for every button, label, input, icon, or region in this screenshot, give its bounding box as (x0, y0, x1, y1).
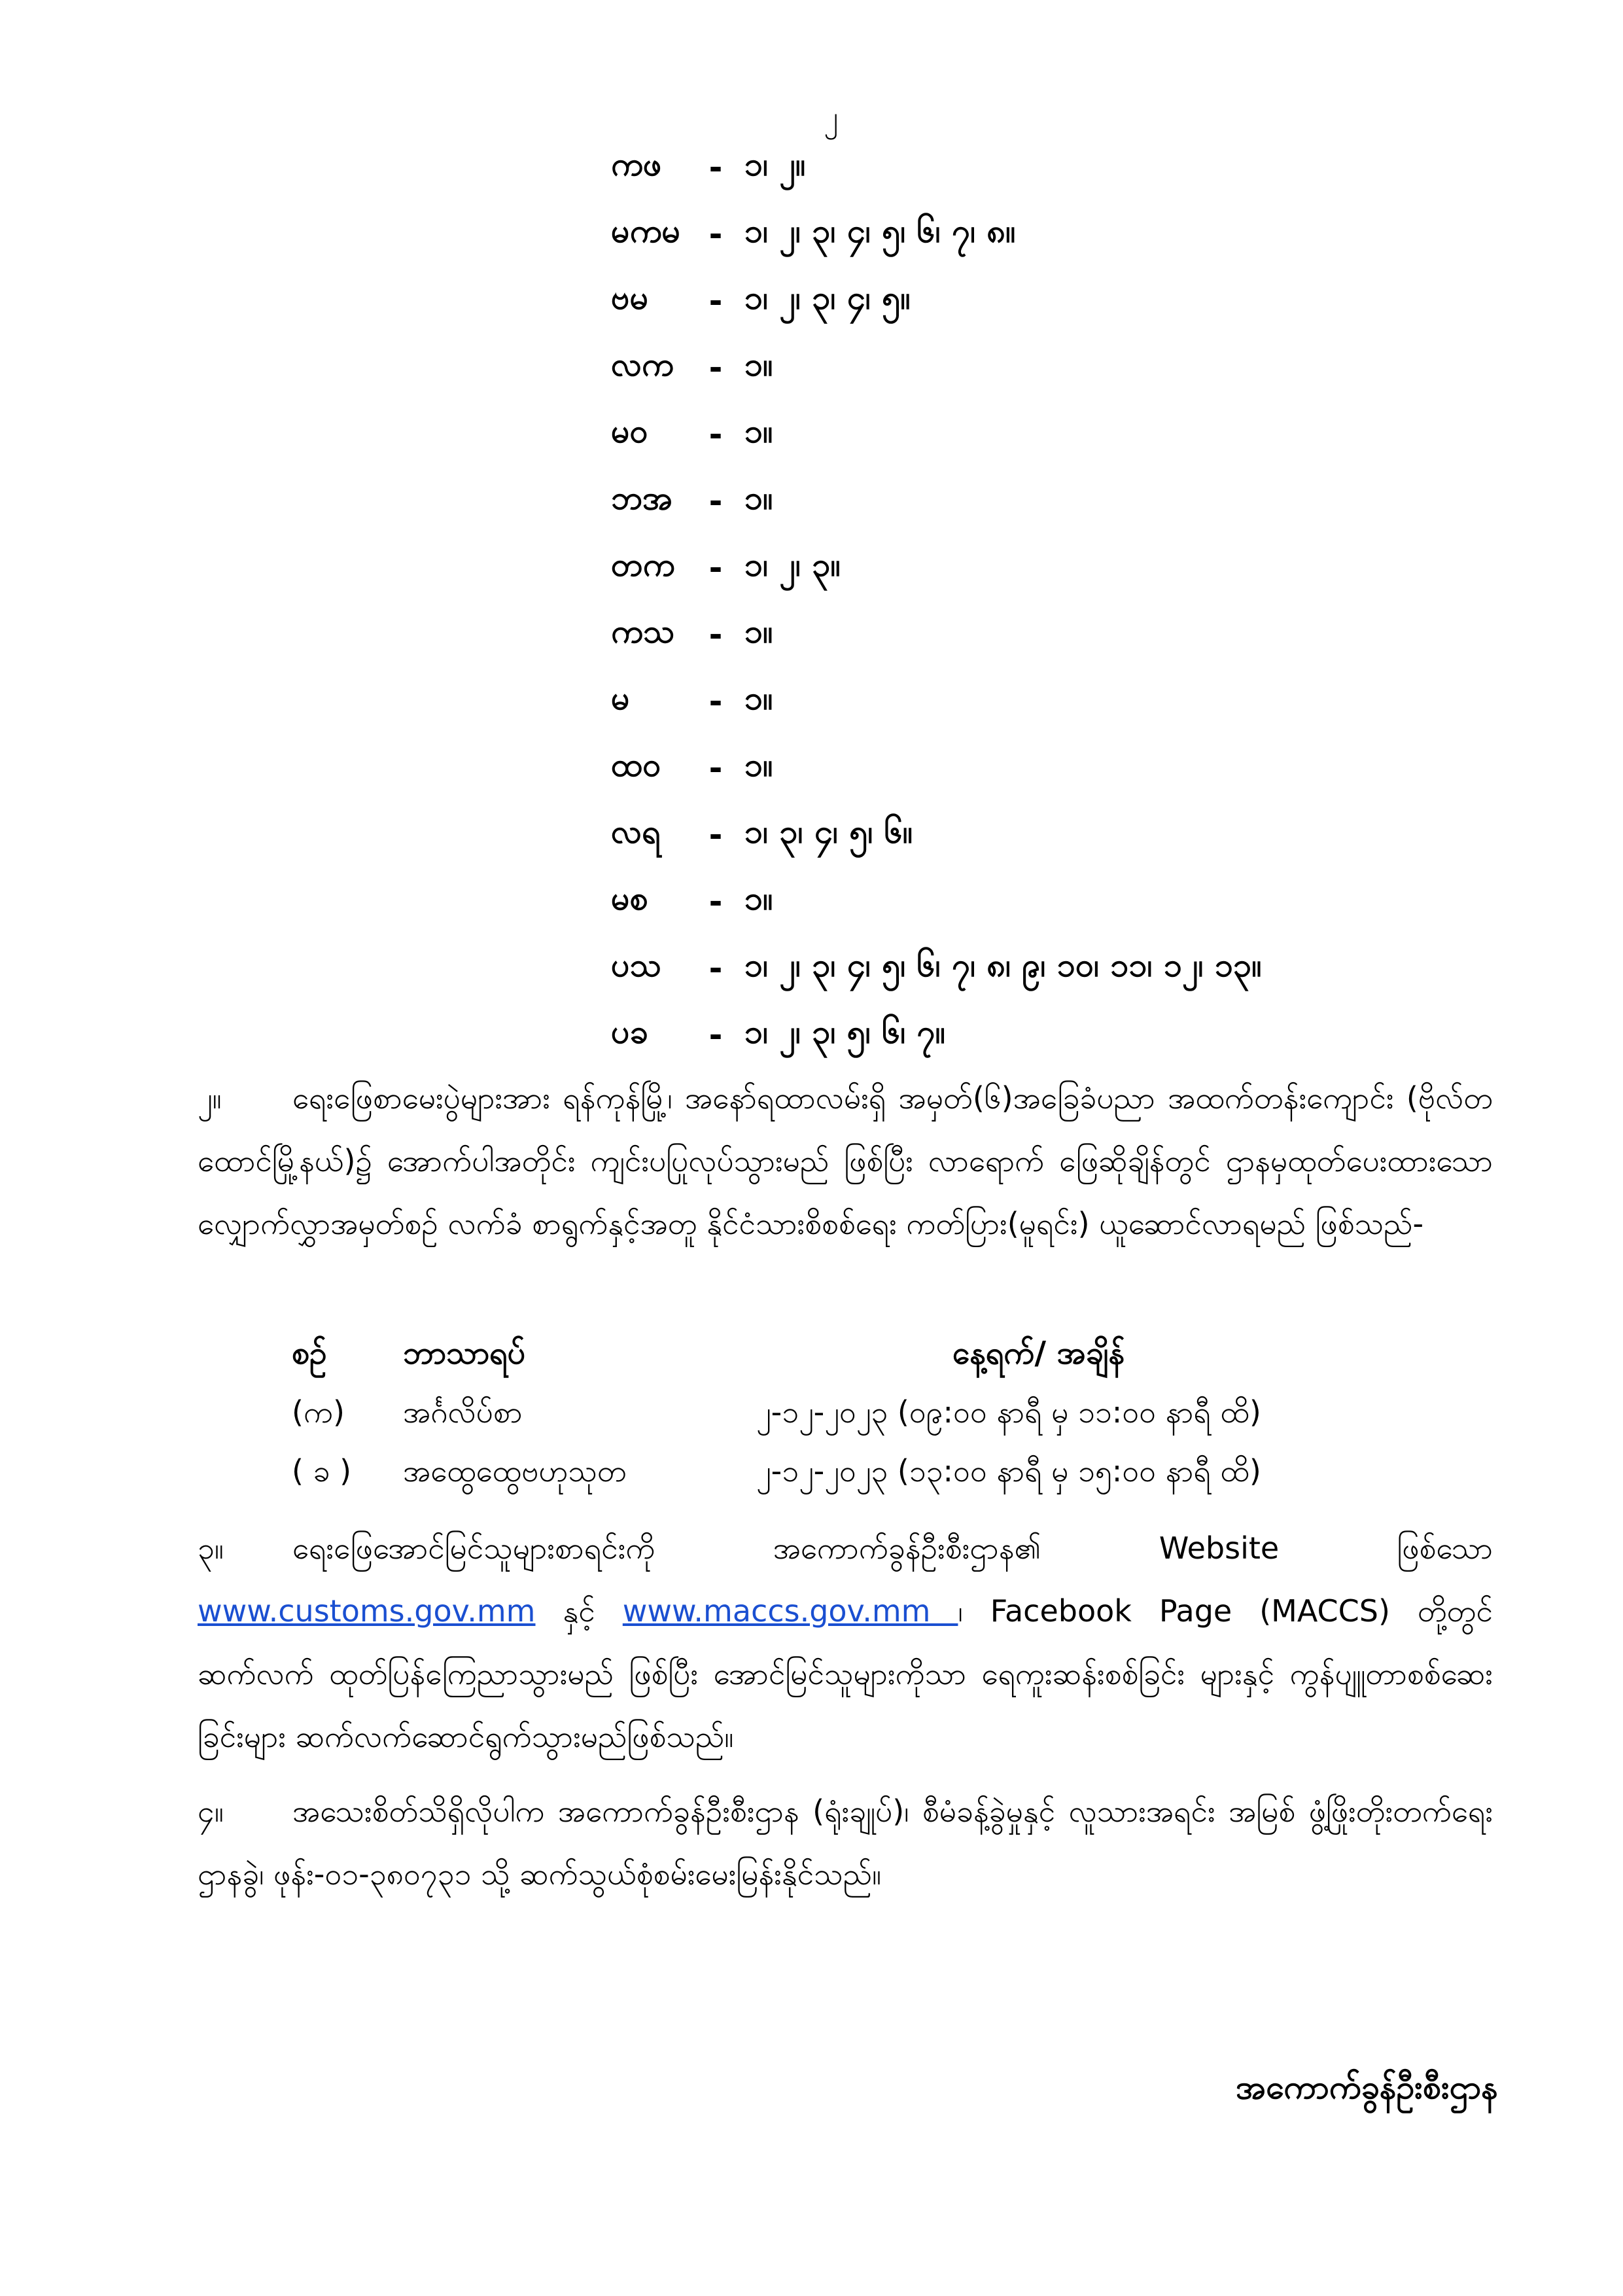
code-label: လက (611, 345, 674, 383)
code-label: မဝ (611, 412, 648, 450)
code-row (611, 201, 1396, 268)
signature-department: အကောက်ခွန်ဦးစီးဌာန (1236, 2068, 1498, 2106)
code-label: မစ (611, 879, 648, 917)
code-row (611, 868, 1396, 935)
code-dash: - (708, 816, 723, 854)
table-row (292, 1386, 1469, 1445)
exam-schedule-table (292, 1327, 1469, 1504)
code-dash: - (708, 883, 723, 921)
code-row (611, 334, 1396, 401)
code-row (611, 535, 1396, 601)
code-values: ၁။ (744, 679, 773, 717)
code-label: ဗမ (611, 278, 649, 317)
code-values: ၁၊ ၂၊ ၃၊ ၅၊ ၆၊ ၇။ (744, 1012, 945, 1051)
row-subject: အထွေထွေဗဟုသုတ (403, 1453, 627, 1489)
code-values: ၁။ (744, 412, 773, 450)
paragraph-text: ရေးဖြေစာမေးပွဲများအား ရန်ကုန်မြို့၊ အနော်ရထာလမ်းရှိ အမှတ်(၆)အခြေခံပညာ အထက်တန်းကျောင်း (ဗိုလ်တထောင်မြို့နယ်)၌ အောက်ပါအတိုင်း ကျင်းပပြုလုပ်သွားမည် ဖြစ်ပြီး လာရောက် ဖြေဆိုချိန်တွင် ဌာနမှထုတ်ပေးထားသော လျှောက်လွှာအမှတ်စဉ် လက်ခံ စာရွက်နှင့်အတူ နိုင်ငံသားစိစစ်ရေး ကတ်ပြား(မူရင်း) ယူဆောင်လာရမည် ဖြစ်သည်- (198, 1080, 1493, 1241)
code-dash: - (708, 215, 723, 253)
code-dash: - (708, 749, 723, 787)
code-values: ၁။ (744, 745, 773, 784)
table-header-row (292, 1327, 1469, 1386)
code-values: ၁၊ ၂။ (744, 145, 806, 183)
code-label: မကမ (611, 211, 681, 250)
paragraph-exam-venue (198, 1067, 1493, 1255)
code-label: မ (611, 679, 630, 717)
code-row (611, 735, 1396, 802)
code-row (611, 1002, 1396, 1069)
code-values: ၁။ (744, 345, 773, 383)
code-label: ပခ (611, 1012, 648, 1051)
code-values: ၁၊ ၂၊ ၃၊ ၄၊ ၅။ (744, 278, 911, 317)
code-dash: - (708, 682, 723, 720)
code-dash: - (708, 1016, 723, 1054)
maccs-website-link[interactable]: www.maccs.gov.mm (622, 1593, 958, 1629)
subject-code-list (611, 134, 1396, 1069)
code-label: ဘအ (611, 478, 673, 517)
code-values: ၁၊ ၂၊ ၃။ (744, 545, 841, 584)
paragraph-text-a: ရေးဖြေအောင်မြင်သူများစာရင်းကို အကောက်ခွန်ဦးစီးဌာန၏ Website ဖြစ်သော (292, 1530, 1493, 1566)
code-label: တက (611, 545, 675, 584)
code-row (611, 601, 1396, 668)
code-values: ၁။ (744, 478, 773, 517)
paragraph-results (198, 1517, 1493, 1768)
code-label: ကသ (611, 612, 675, 650)
paragraph-text-b: နှင့် (535, 1593, 623, 1629)
code-values: ၁၊ ၂၊ ၃၊ ၄၊ ၅၊ ၆၊ ၇၊ ၈။ (744, 211, 1016, 250)
row-datetime: ၂-၁၂-၂၀၂၃ (၁၃:၀၀ နာရီ မှ ၁၅:၀၀ နာရီ ထိ) (756, 1453, 1261, 1489)
code-dash: - (708, 616, 723, 654)
code-row (611, 134, 1396, 201)
code-row (611, 802, 1396, 868)
row-no: (က) (292, 1394, 345, 1430)
code-row (611, 268, 1396, 334)
code-dash: - (708, 482, 723, 520)
code-dash: - (708, 415, 723, 453)
code-dash: - (708, 549, 723, 587)
code-label: ကဖ (611, 145, 662, 183)
code-row (611, 401, 1396, 468)
code-values: ၁။ (744, 612, 773, 650)
code-row (611, 668, 1396, 735)
code-dash: - (708, 282, 723, 320)
paragraph-number: ၃။ (198, 1530, 224, 1566)
page-number: ၂ (824, 101, 838, 134)
code-label: ပသ (611, 945, 661, 984)
paragraph-text-c: ၊ Facebook Page (MACCS) တို့တွင် ဆက်လက် ထုတ်ပြန်ကြေညာသွားမည် ဖြစ်ပြီး အောင်မြင်သူများကိုသာ ရေကူးဆန်းစစ်ခြင်း များနှင့် ကွန်ပျူတာစစ်ဆေးခြင်းများ ဆက်လက်ဆောင်ရွက်သွားမည်ဖြစ်သည်။ (198, 1593, 1493, 1754)
row-no: ( ခ ) (292, 1453, 352, 1489)
header-subject: ဘာသာရပ် (403, 1335, 526, 1371)
code-label: လရ (611, 812, 661, 851)
code-values: ၁။ (744, 879, 773, 917)
row-datetime: ၂-၁၂-၂၀၂၃ (၀၉:၀၀ နာရီ မှ ၁၁:၀၀ နာရီ ထိ) (756, 1394, 1261, 1430)
code-row (611, 468, 1396, 535)
code-values: ၁၊ ၃၊ ၄၊ ၅၊ ၆။ (744, 812, 913, 851)
code-dash: - (708, 349, 723, 387)
row-subject: အင်္ဂလိပ်စာ (403, 1394, 523, 1430)
code-row (611, 935, 1396, 1002)
table-row (292, 1445, 1469, 1504)
code-dash: - (708, 149, 723, 186)
paragraph-number: ၂။ (198, 1080, 222, 1116)
code-dash: - (708, 949, 723, 987)
paragraph-text: အသေးစိတ်သိရှိလိုပါက အကောက်ခွန်ဦးစီးဌာန (ရုံးချုပ်)၊ စီမံခန့်ခွဲမှုနှင့် လူသားအရင်း အမြစ် ဖွံ့ဖြိုးတိုးတက်ရေးဌာနခွဲ၊ ဖုန်း-၀၁-၃၈၀၇၃၁ သို့ ဆက်သွယ်စုံစမ်းမေးမြန်းနိုင်သည်။ (198, 1793, 1493, 1892)
header-datetime: နေ့ရက်/ အချိန် (952, 1335, 1125, 1371)
code-label: ထဝ (611, 745, 661, 784)
header-no: စဉ် (292, 1335, 327, 1371)
customs-website-link[interactable]: www.customs.gov.mm (198, 1593, 536, 1629)
paragraph-number: ၄။ (198, 1793, 224, 1829)
code-values: ၁၊ ၂၊ ၃၊ ၄၊ ၅၊ ၆၊ ၇၊ ၈၊ ၉၊ ၁၀၊ ၁၁၊ ၁၂၊ ၁၃။ (744, 945, 1262, 984)
paragraph-contact (198, 1780, 1493, 1905)
